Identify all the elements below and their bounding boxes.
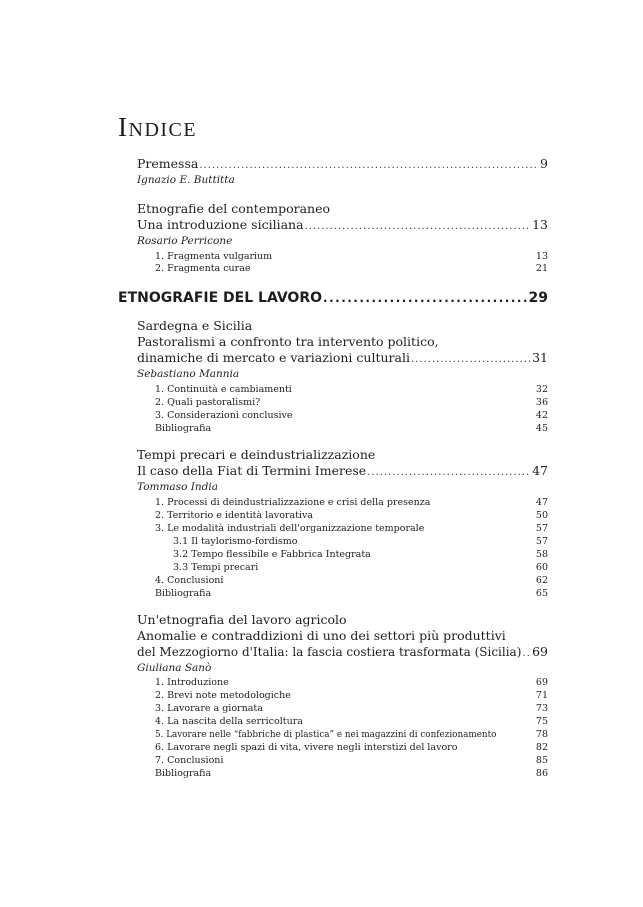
subentry-label: 2. Territorio e identità lavorativa bbox=[155, 510, 314, 521]
page-number: 31 bbox=[532, 350, 548, 365]
subentry-label: 5. Lavorare nelle “fabbriche di plastica” e nei magazzini di confezionamento bbox=[155, 730, 497, 740]
toc-subentry[interactable] bbox=[155, 523, 548, 535]
subentry-label: Bibliografia bbox=[155, 588, 212, 599]
page-number: 32 bbox=[535, 384, 548, 395]
toc-entry-chapter[interactable] bbox=[137, 318, 548, 381]
subentry-label: 3. Lavorare a giornata bbox=[155, 703, 263, 714]
page-number: 86 bbox=[535, 768, 548, 779]
subentry-label: 1. Continuità e cambiamenti bbox=[155, 384, 292, 395]
toc-entry-title: Un'etnografia del lavoro agricolo bbox=[137, 612, 347, 627]
subentry-label: 2. Fragmenta curae bbox=[155, 263, 251, 274]
toc-entry-title: Pastoralismi a confronto tra intervento politico, bbox=[137, 334, 439, 349]
toc-subentry[interactable] bbox=[155, 397, 548, 409]
section-heading[interactable] bbox=[118, 289, 548, 307]
toc-entry-chapter[interactable] bbox=[137, 447, 548, 494]
author-name: Ignazio E. Buttitta bbox=[137, 174, 235, 186]
page-number: 75 bbox=[535, 716, 548, 727]
subentry-label: 3.3 Tempi precari bbox=[173, 562, 259, 573]
subentry-label: 6. Lavorare negli spazi di vita, vivere negli interstizi del lavoro bbox=[155, 742, 458, 753]
toc-subentry[interactable] bbox=[155, 742, 548, 754]
page-number: 47 bbox=[535, 497, 548, 508]
toc-entry-title: Premessa bbox=[137, 156, 199, 171]
toc-subentry[interactable] bbox=[155, 768, 548, 780]
toc-entry-premessa[interactable] bbox=[137, 156, 548, 187]
page-number: 85 bbox=[535, 755, 548, 766]
toc-entry-title: Il caso della Fiat di Termini Imerese bbox=[137, 463, 367, 478]
subentry-label: Bibliografia bbox=[155, 423, 212, 434]
toc-subentry[interactable] bbox=[155, 729, 548, 741]
toc-entry-title-line bbox=[137, 201, 548, 217]
toc-subentry[interactable] bbox=[173, 536, 548, 548]
dot-leader bbox=[522, 646, 531, 662]
toc-subentry[interactable] bbox=[155, 703, 548, 715]
subentry-label: 2. Brevi note metodologiche bbox=[155, 690, 291, 701]
toc-subentry[interactable] bbox=[155, 423, 548, 435]
toc-entry-title-line bbox=[137, 644, 548, 662]
page-number: 57 bbox=[535, 536, 548, 547]
page-number: 60 bbox=[535, 562, 548, 573]
page-number: 82 bbox=[535, 742, 548, 753]
toc-subentry[interactable] bbox=[155, 497, 548, 509]
author-name: Sebastiano Mannia bbox=[137, 368, 240, 380]
toc-subentry[interactable] bbox=[155, 263, 548, 275]
page-number: 45 bbox=[535, 423, 548, 434]
subentry-label: Bibliografia bbox=[155, 768, 212, 779]
page-title: INDICE bbox=[118, 112, 198, 142]
page-number: 36 bbox=[535, 397, 548, 408]
toc-entry-title: Una introduzione siciliana bbox=[137, 217, 304, 232]
page-number: 62 bbox=[535, 575, 548, 586]
subentry-label: 1. Processi di deindustrializzazione e crisi della presenza bbox=[155, 497, 431, 508]
page-number: 50 bbox=[535, 510, 548, 521]
toc-subentry[interactable] bbox=[155, 588, 548, 600]
page-number: 9 bbox=[540, 156, 548, 171]
subentry-label: 3.1 Il taylorismo-fordismo bbox=[173, 536, 298, 547]
toc-subentry[interactable] bbox=[155, 384, 548, 396]
toc-entry-title-line bbox=[137, 217, 548, 235]
toc-entry-title-line bbox=[137, 334, 548, 350]
toc-entry-title-line bbox=[137, 628, 548, 644]
subentry-label: 1. Fragmenta vulgarium bbox=[155, 251, 273, 262]
page-number: 57 bbox=[535, 523, 548, 534]
page-number: 65 bbox=[535, 588, 548, 599]
subentry-label: 3. Considerazioni conclusive bbox=[155, 410, 293, 421]
dot-leader bbox=[367, 465, 531, 481]
page-number: 73 bbox=[535, 703, 548, 714]
dot-leader bbox=[411, 352, 531, 368]
toc-entry-title-line bbox=[137, 156, 548, 174]
subentry-label: 3.2 Tempo flessibile e Fabbrica Integrata bbox=[173, 549, 371, 560]
toc-subentry[interactable] bbox=[173, 549, 548, 561]
toc-entry-title-line bbox=[137, 350, 548, 368]
page-number: 13 bbox=[532, 217, 548, 232]
toc-entry-title: Sardegna e Sicilia bbox=[137, 318, 253, 333]
toc-subentry[interactable] bbox=[155, 410, 548, 422]
toc-entry-title-line bbox=[137, 318, 548, 334]
subentry-label: 1. Introduzione bbox=[155, 677, 229, 688]
toc-entry-title: del Mezzogiorno d'Italia: la fascia costiera trasformata (Sicilia) bbox=[137, 645, 522, 659]
toc-entry-title: Anomalie e contraddizioni di uno dei settori più produttivi bbox=[137, 628, 506, 643]
toc-subentry[interactable] bbox=[155, 716, 548, 728]
toc-subentry[interactable] bbox=[173, 562, 548, 574]
author-name: Tommaso India bbox=[137, 481, 218, 493]
page-number: 69 bbox=[532, 644, 548, 659]
page-number: 71 bbox=[535, 690, 548, 701]
dot-leader bbox=[305, 219, 532, 235]
author-name: Rosario Perricone bbox=[137, 235, 233, 247]
page-number: 47 bbox=[532, 463, 548, 478]
toc-entry-title: Etnografie del contemporaneo bbox=[137, 201, 331, 216]
author-name: Giuliana Sanò bbox=[137, 662, 212, 674]
dot-leader bbox=[323, 289, 528, 307]
toc-subentry[interactable] bbox=[155, 677, 548, 689]
toc-subentry[interactable] bbox=[155, 755, 548, 767]
toc-entry-title-line bbox=[137, 612, 548, 628]
page-number: 13 bbox=[535, 251, 548, 262]
toc-subentry[interactable] bbox=[155, 510, 548, 522]
page-number: 78 bbox=[535, 729, 548, 740]
toc-subentry[interactable] bbox=[155, 575, 548, 587]
toc-subentry[interactable] bbox=[155, 251, 548, 263]
page-number: 42 bbox=[535, 410, 548, 421]
toc-entry-title-line bbox=[137, 463, 548, 481]
dot-leader bbox=[199, 158, 539, 174]
page-number: 21 bbox=[535, 263, 548, 274]
page-number: 29 bbox=[528, 290, 548, 306]
toc-entry-title: Tempi precari e deindustrializzazione bbox=[137, 447, 376, 462]
subentry-label: 3. Le modalità industriali dell'organizzazione temporale bbox=[155, 523, 425, 534]
subentry-label: 7. Conclusioni bbox=[155, 755, 224, 766]
toc-entry-title-line bbox=[137, 447, 548, 463]
toc-entry-introduzione[interactable] bbox=[137, 201, 548, 248]
subentry-label: 4. La nascita della serricoltura bbox=[155, 716, 303, 727]
toc-entry-title: dinamiche di mercato e variazioni culturali bbox=[137, 350, 410, 365]
toc-subentry[interactable] bbox=[155, 690, 548, 702]
toc-entry-chapter[interactable] bbox=[137, 612, 548, 675]
section-title: ETNOGRAFIE DEL LAVORO bbox=[118, 290, 323, 306]
page-number: 69 bbox=[535, 677, 548, 688]
page-number: 58 bbox=[535, 549, 548, 560]
subentry-label: 2. Quali pastoralismi? bbox=[155, 397, 261, 408]
subentry-label: 4. Conclusioni bbox=[155, 575, 224, 586]
